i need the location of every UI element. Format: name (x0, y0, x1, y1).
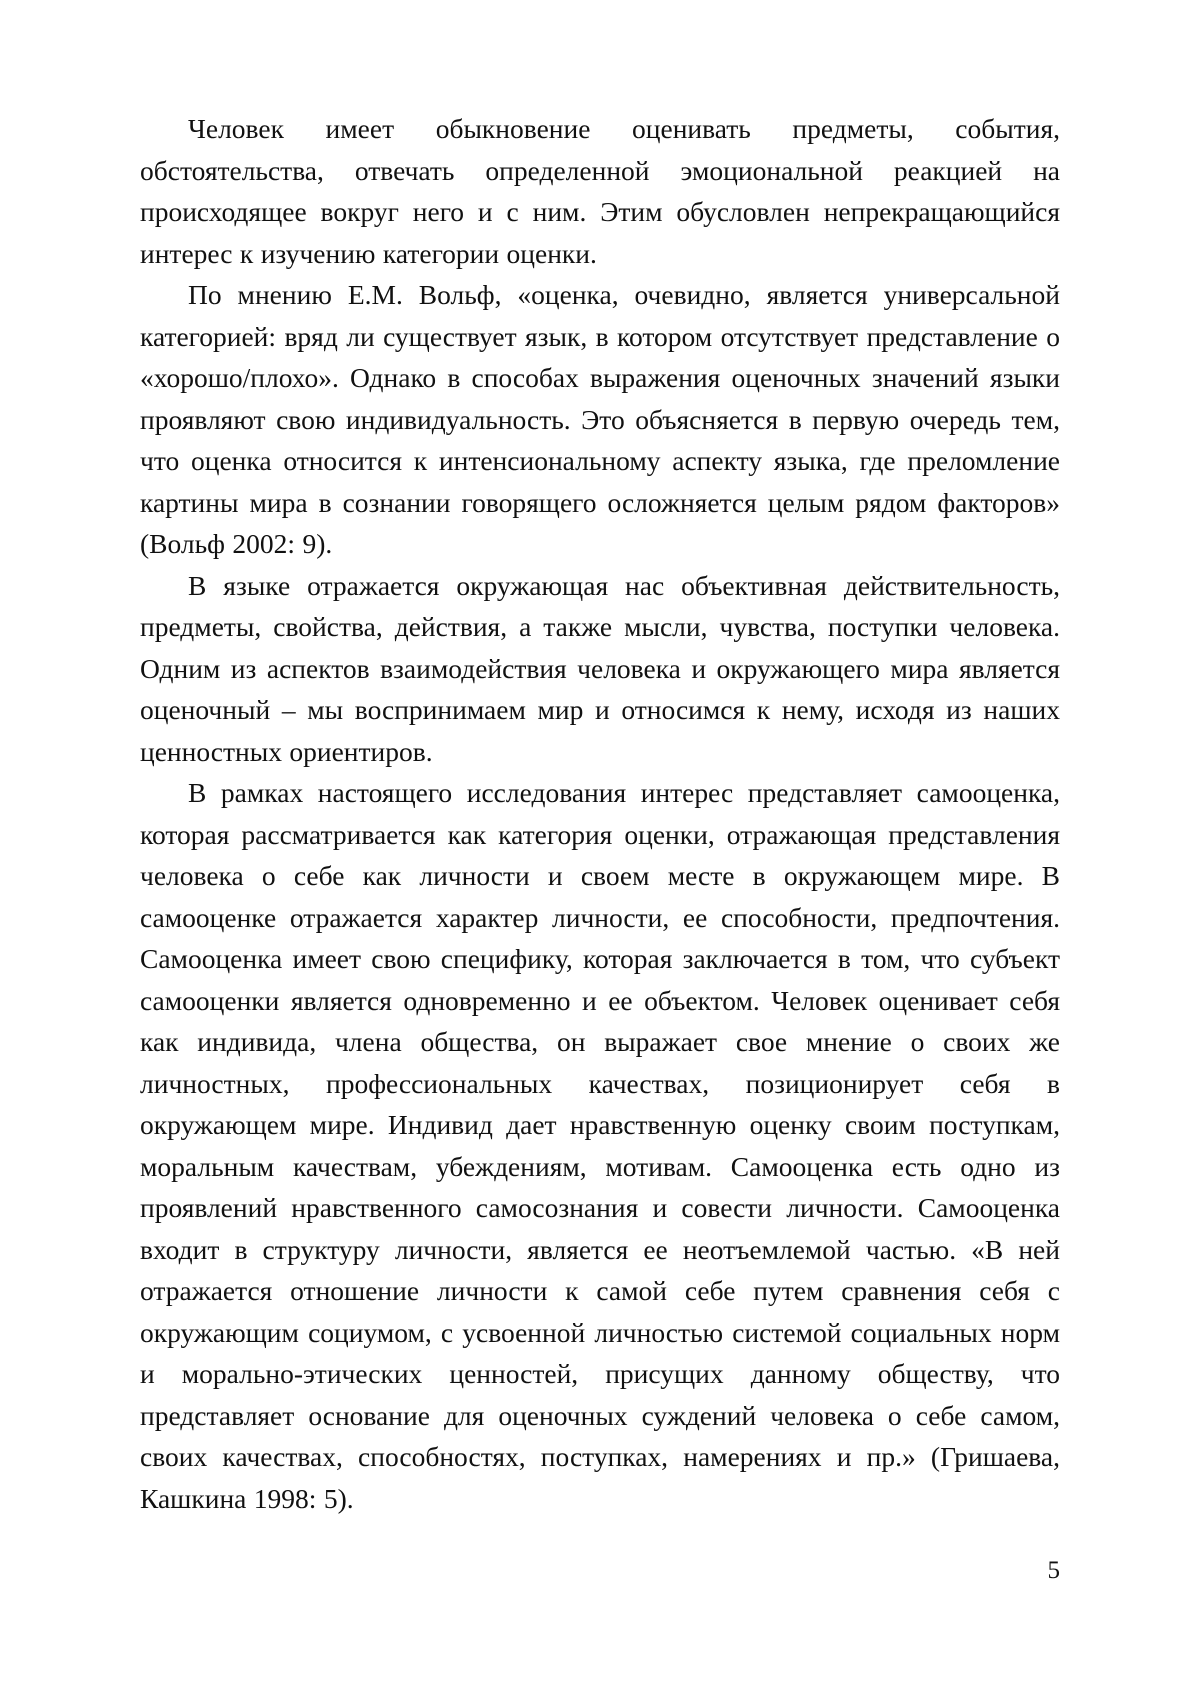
paragraph: В языке отражается окружающая нас объективная действительность, предметы, свойства, действия, а также мысли, чувства, поступки человека. Одним из аспектов взаимодействия человека и окружающего мира является оценочный – мы воспринимаем мир и относимся к нему, исходя из наших ценностных ориентиров. (140, 569, 1060, 767)
paragraph: В рамках настоящего исследования интерес представляет самооценка, которая рассматривается как категория оценки, отражающая представления человека о себе как личности и своем месте в окружающем мире. В самооценке отражается характер личности, ее способности, предпочтения. Самооценка имеет свою специфику, которая заключается в том, что субъект самооценки является одновременно и ее объектом. Человек оценивает себя как индивида, члена общества, он выражает свое мнение о своих же личностных, профессиональных качествах, позиционирует себя в окружающем мире. Индивид дает нравственную оценку своим поступкам, моральным качествам, убеждениям, мотивам. Самооценка есть одно из проявлений нравственного самосознания и совести личности. Самооценка входит в структуру личности, является ее неотъемлемой частью. «В ней отражается отношение личности к самой себе путем сравнения себя с окружающим социумом, с усвоенной личностью системой социальных норм и морально-этических ценностей, присущих данному обществу, что представляет основание для оценочных суждений человека о себе самом, своих качествах, способностях, поступках, намерениях и пр.» (Гришаева, Кашкина 1998: 5). (140, 777, 1060, 1514)
body-text-column (140, 108, 1060, 1519)
paragraph: Человек имеет обыкновение оценивать предметы, события, обстоятельства, отвечать определенной эмоциональной реакцией на происходящее вокруг него и с ним. Этим обусловлен непрекращающийся интерес к изучению категории оценки. (140, 113, 1060, 269)
paragraph: По мнению Е.М. Вольф, «оценка, очевидно, является универсальной категорией: вряд ли существует язык, в котором отсутствует представление о «хорошо/плохо». Однако в способах выражения оценочных значений языки проявляют свою индивидуальность. Это объясняется в первую очередь тем, что оценка относится к интенсиональному аспекту языка, где преломление картины мира в сознании говорящего осложняется целым рядом факторов» (Вольф 2002: 9). (140, 279, 1060, 559)
page-number: 5 (1047, 1557, 1060, 1584)
